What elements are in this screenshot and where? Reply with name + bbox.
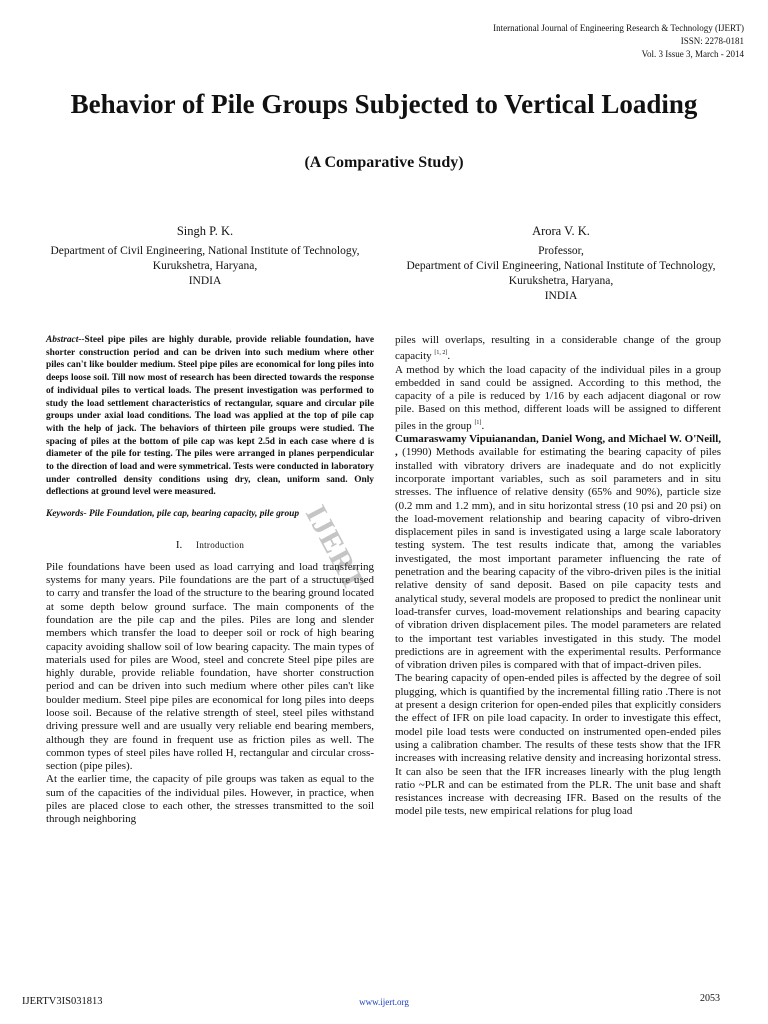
section-number: I. [175, 539, 183, 552]
journal-name: International Journal of Engineering Research & Technology (IJERT) [493, 23, 744, 33]
author-role: Professor, [538, 245, 584, 257]
author-country: INDIA [188, 275, 222, 287]
author-name: Singh P. K. [176, 224, 234, 238]
author-block-1 [40, 224, 370, 289]
right-paragraph-2: A method by which the load capacity of the individual piles in a group embedded in sand could be assigned. According to this method, the capacity of a pile is reduced by 1/16 by each adjacent diagonal or row pile. Based on this method, different loads will be assigned to different piles in the group [1]. [395, 363, 721, 432]
footer-paper-id: IJERTV3IS031813 [22, 996, 103, 1007]
section-title: Introduction [196, 540, 245, 551]
intro-paragraph-2: At the earlier time, the capacity of pile groups was taken as equal to the sum of the capacities of the individual piles. However, in practice, when piles are placed close to each other, the stresses transmitted to the soil through neighboring [46, 773, 374, 826]
cited-authors: Cumaraswamy Vipuianandan, Daniel Wong, and Michael W. O'Neill, , [395, 433, 721, 459]
author-affiliation: Department of Civil Engineering, National Institute of Technology, Kurukshetra, Haryana, [50, 245, 360, 272]
author-name: Arora V. K. [532, 224, 590, 238]
abstract [46, 334, 374, 499]
left-column [46, 334, 374, 827]
abstract-text: Steel pipe piles are highly durable, provide reliable foundation, have shorter construction period and can be driven into such medium where other piles can't like boulder medium. Steel pipe piles are economical for long piles into deeps loose soil. Till now most of research has been directed towards the response of individual piles to vertical loads. The present investigation was performed to study the load settlement characteristics of rectangular, square and circular pile groups under axial load conditions. The load was applied at the top of pile cap with the help of jack. The behaviors of thirteen pile groups were studied. The spacing of piles at the bottom of pile cap was kept 2.5d in each case where d is diameter of the pile for testing. The piles were arranged in planes perpendicular to the direction of load and were symmetrical. Tests were conducted in laboratory under controlled density conditions using dry, clean, uniform sand. Only deflections at ground level were measured. [46, 335, 374, 498]
intro-paragraph-1: Pile foundations have been used as load carrying and load transferring systems for many years. Pile foundations are the part of a structure used to carry and transfer the load of the structure to the bearing ground located at some depth below ground surface. The main components of the foundation are the pile cap and the piles. Piles are long and slender members which transfer the load to deeper soil or rock of high bearing capacity avoiding shallow soil of low bearing capacity. The main types of materials used for piles are Wood, steel and concrete Steel pipe piles are highly durable, provide reliable foundation, have shorter construction period and can be driven into such medium where other piles can't like boulder medium. Steel pipe piles are economical for long piles into deeps loose soil. Because of the relative strength of steel, steel piles withstand driving pressure well and are usually very reliable end bearing members, although they are found in frequent use as friction piles as well. The common types of steel piles have rolled H, rectangular and circular cross-section (pipe piles). [46, 560, 374, 773]
right-paragraph-3: Cumaraswamy Vipuianandan, Daniel Wong, and Michael W. O'Neill, , (1990) Methods available for estimating the bearing capacity of piles installed with vibratory drivers are inadequate and do not explicitly incorporate important variables, such as soil parameters and in situ stresses. The influence of relative density (65% and 90%), particle size (0.2 mm and 1.2 mm), and in situ horizontal stress (10 psi and 20 psi) on the load-movement relationship and bearing capacity of vibro-driven displacement piles in sand is investigated using a large scale laboratory testing system. The test results indicate that, among the variables investigated, the most important parameter influencing the rate of penetration and the bearing capacity of the vibro-driven piles is the initial relative density of sand deposit. Based on pile capacity tests and analytical study, several models are proposed to predict the nonlinear unit load-transfer curves, load-movement relationships and bearing capacity of vibration driven displacement piles. The model parameters are related to the important test variables investigated in this study. The model predictions are in agreement with the experimental results. Performance of vibration driven piles is compared with that of impact-driven piles. [395, 433, 721, 672]
journal-header [324, 22, 744, 61]
abstract-label: Abstract-- [46, 335, 85, 345]
author-affiliation: Department of Civil Engineering, National Institute of Technology, Kurukshetra, Haryana, [406, 260, 716, 287]
citation-ref: [1, 2] [434, 350, 448, 357]
footer-page-number: 2053 [700, 993, 720, 1004]
author-country: INDIA [544, 290, 578, 302]
footer-url-link[interactable]: www.ijert.org [359, 997, 409, 1007]
right-paragraph-4: The bearing capacity of open-ended piles is affected by the degree of soil plugging, which is quantified by the incremental filling ratio .There is not at present a design criterion for open-ended piles that explicitly considers the effect of IFR on pile load capacity. In order to investigate this effect, model pile load tests were conducted on instrumented open-ended piles using a calibration chamber. The results of these tests show that the IFR increases with increasing relative density and increasing horizontal stress. It can also be seen that the IFR increases linearly with the plug length ratio ~PLR and can be estimated from the PLR. The unit base and shaft resistances increase with decreasing IFR. Based on the results of the model pile tests, new empirical relations for plug load [395, 672, 721, 818]
watermark: IJERT [298, 500, 372, 597]
author-block-2 [395, 224, 727, 304]
paper-title: Behavior of Pile Groups Subjected to Vertical Loading [70, 89, 698, 119]
keywords: Keywords- Pile Foundation, pile cap, bearing capacity, pile group [46, 509, 300, 520]
right-paragraph-1: piles will overlaps, resulting in a considerable change of the group capacity [1, 2]. [395, 334, 721, 363]
right-column [395, 334, 721, 819]
journal-issn: ISSN: 2278-0181 [680, 36, 744, 46]
journal-volume: Vol. 3 Issue 3, March - 2014 [641, 49, 744, 59]
paper-subtitle: (A Comparative Study) [304, 154, 464, 171]
citation-ref: [1] [474, 419, 482, 426]
